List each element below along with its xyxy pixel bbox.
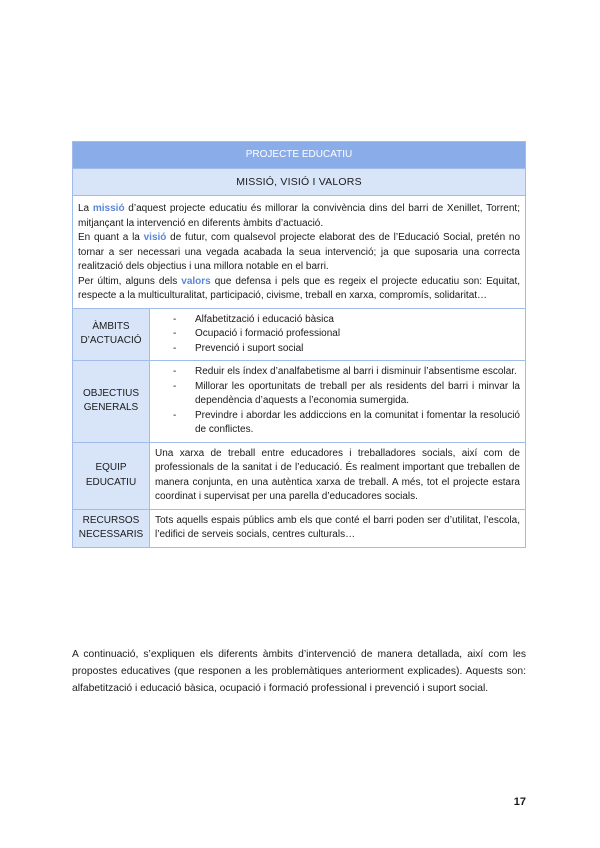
page-number: 17: [513, 796, 526, 808]
mission-highlight: missió: [92, 203, 125, 214]
mission-text-b: d’aquest projecte educatiu és millorar la convivència dins del barri de Xenillet, Torrent; mitjançant la intervenció en diferents àmbits d’actuació.: [78, 203, 520, 229]
objectius-label-line1: OBJECTIUS: [82, 387, 140, 399]
vision-highlight: visió: [143, 232, 167, 243]
vision-text-a: En quant a la: [78, 232, 144, 243]
ambits-list: [155, 313, 520, 357]
values-text-b: que defensa i pels que es regeix el projecte educatiu son: Equitat, respecte a la multiculturalitat, participació, civisme, treball en xarxa, compromís, solidaritat…: [78, 275, 520, 301]
equip-label-line2: EDUCATIU: [85, 476, 137, 488]
recursos-label-line1: RECURSOS: [82, 514, 140, 526]
mission-paragraph: [78, 202, 520, 231]
objectius-label-line2: GENERALS: [83, 402, 139, 414]
list-item: - Alfabetització i educació bàsica: [173, 313, 520, 328]
intro-cell: [73, 196, 526, 309]
vision-paragraph: [78, 231, 520, 275]
recursos-label-line2: NECESSARIS: [78, 529, 144, 540]
ambits-label: [73, 308, 150, 361]
objectius-label: [73, 361, 150, 443]
recursos-cell: Tots aquells espais públics amb els que conté el barri poden ser d’utilitat, l’escola, l’edifici de serveis socials, centres culturals…: [150, 509, 526, 547]
values-paragraph: [78, 275, 520, 304]
table-header: [73, 142, 526, 169]
table-header-text: PROJECTE EDUCATIU: [245, 148, 353, 160]
mission-text-a: La: [78, 203, 93, 214]
list-item: - Prevenció i suport social: [173, 342, 520, 357]
table-subheader-text: MISSIÓ, VISIÓ I VALORS: [236, 175, 362, 188]
list-item: - Millorar les oportunitats de treball per als residents del barri i minvar la dependència d’aquests a l’economia sumergida.: [173, 380, 520, 409]
objectius-list: [155, 365, 520, 438]
vision-text-b: de futur, com qualsevol projecte elaborat des de l’Educació Social, pretén no tornar a ser necessari una vegada acabada la seua intervenció; ja que suposaria una correcta realització dels objectius i una millora notable en el barri.: [78, 232, 521, 272]
equip-cell: Una xarxa de treball entre educadores i treballadores socials, així com de professionals de la sanitat i de l’educació. És realment important que treballen de manera conjunta, en una autèntica xarxa de treball. A més, tot el projecte estara coordinat i supervisat per una parella d’educadores socials.: [150, 442, 526, 509]
list-item: - Ocupació i formació professional: [173, 327, 520, 342]
values-text-a: Per últim, alguns dels: [78, 275, 182, 287]
project-table: [72, 141, 526, 548]
recursos-label: [73, 509, 150, 547]
values-highlight: valors: [181, 275, 211, 287]
equip-label-line1: EQUIP: [95, 462, 127, 473]
objectius-cell: [150, 361, 526, 443]
list-item: - Reduir els índex d’analfabetisme al barri i disminuir l’absentisme escolar.: [173, 365, 520, 380]
body-paragraph: A continuació, s’expliquen els diferents àmbits d’intervenció de manera detallada, així com les propostes educatives (que responen a les problemàtiques anteriorment explicades). Aquests son: alfabetització i educació bàsica, ocupació i formació professional i prevenció i suport social.: [72, 649, 526, 694]
equip-label: [73, 442, 150, 509]
ambits-label-line1: ÀMBITS: [92, 320, 130, 332]
list-item: - Previndre i abordar les addiccions en la comunitat i fomentar la resolució de conflictes.: [173, 409, 520, 438]
table-subheader: [73, 169, 526, 196]
ambits-cell: [150, 308, 526, 361]
ambits-label-line2: D’ACTUACIÓ: [80, 335, 142, 347]
